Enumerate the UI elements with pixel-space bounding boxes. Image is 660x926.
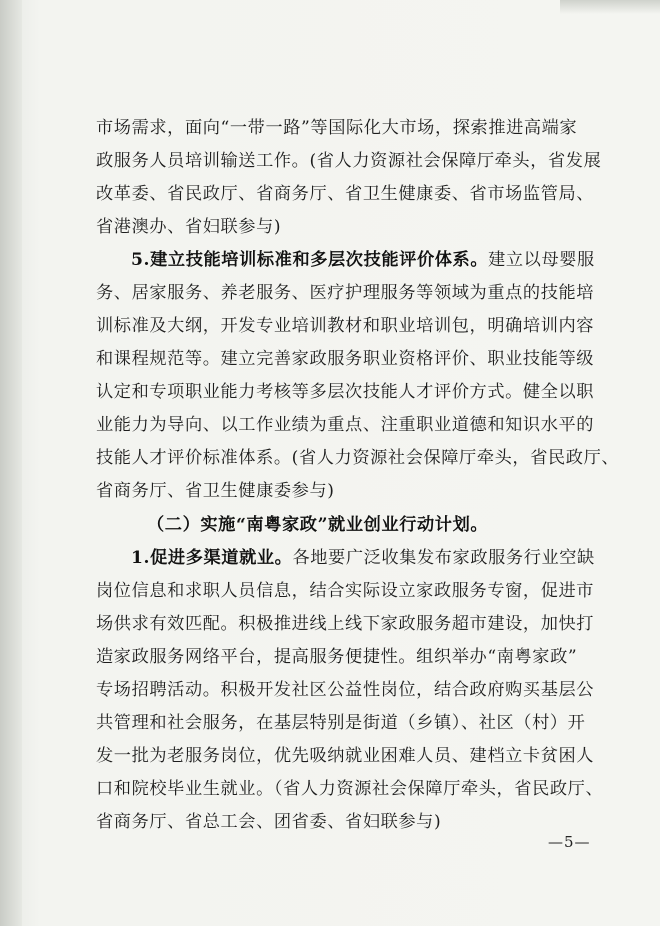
text-run: 各地要广泛收集发布家政服务行业空缺 [292, 548, 595, 568]
text-line: 场供求有效匹配。积极推进线上线下家政服务超市建设，加快打 [96, 614, 595, 634]
text-line: 省港澳办、省妇联参与) [96, 217, 282, 237]
paragraph-5-first-line [131, 250, 606, 270]
text-line: 省商务厅、省卫生健康委参与) [96, 481, 335, 501]
text-line: 省商务厅、省总工会、团省委、省妇联参与) [96, 812, 442, 832]
text-line: 造家政服务网络平台，提高服务便捷性。组织举办“南粤家政” [96, 647, 578, 667]
text-line: 认定和专项职业能力考核等多层次技能人才评价方式。健全以职 [96, 382, 595, 402]
page-number: —5— [548, 833, 591, 851]
text-line: 和课程规范等。建立完善家政服务职业资格评价、职业技能等级 [96, 349, 595, 369]
text-line: 发一批为老服务岗位，优先吸纳就业困难人员、建档立卡贫困人 [96, 746, 595, 766]
paragraph-1-first-line [131, 548, 606, 568]
text-line: 改革委、省民政厅、省商务厅、省卫生健康委、省市场监管局、 [96, 184, 595, 204]
text-line: 共管理和社会服务，在基层特别是街道（乡镇）、社区（村）开 [96, 713, 586, 733]
text-line: 业能力为导向、以工作业绩为重点、注重职业道德和知识水平的 [96, 415, 595, 435]
text-line: 专场招聘活动。积极开发社区公益性岗位，结合政府购买基层公 [96, 680, 595, 700]
text-line: 政服务人员培训输送工作。(省人力资源社会保障厅牵头，省发展 [96, 151, 602, 171]
section-1-title: 1.促进多渠道就业。 [131, 548, 293, 568]
text-line: 口和院校毕业生就业。（省人力资源社会保障厅牵头，省民政厅、 [96, 779, 604, 799]
text-line: 岗位信息和求职人员信息，结合实际设立家政服务专窗，促进市 [96, 581, 595, 601]
text-run: 建立以母婴服 [488, 250, 595, 270]
text-line: 务、居家服务、养老服务、医疗护理服务等领域为重点的技能培 [96, 283, 595, 303]
text-line: 技能人才评价标准体系。(省人力资源社会保障厅牵头，省民政厅、 [96, 448, 620, 468]
section-heading: （二）实施“南粤家政”就业创业行动计划。 [147, 515, 489, 535]
text-line: 市场需求，面向“一带一路”等国际化大市场，探索推进高端家 [96, 118, 578, 138]
section-5-title: 5.建立技能培训标准和多层次技能评价体系。 [131, 250, 489, 270]
text-line: 训标准及大纲，开发专业培训教材和职业培训包，明确培训内容 [96, 316, 595, 336]
